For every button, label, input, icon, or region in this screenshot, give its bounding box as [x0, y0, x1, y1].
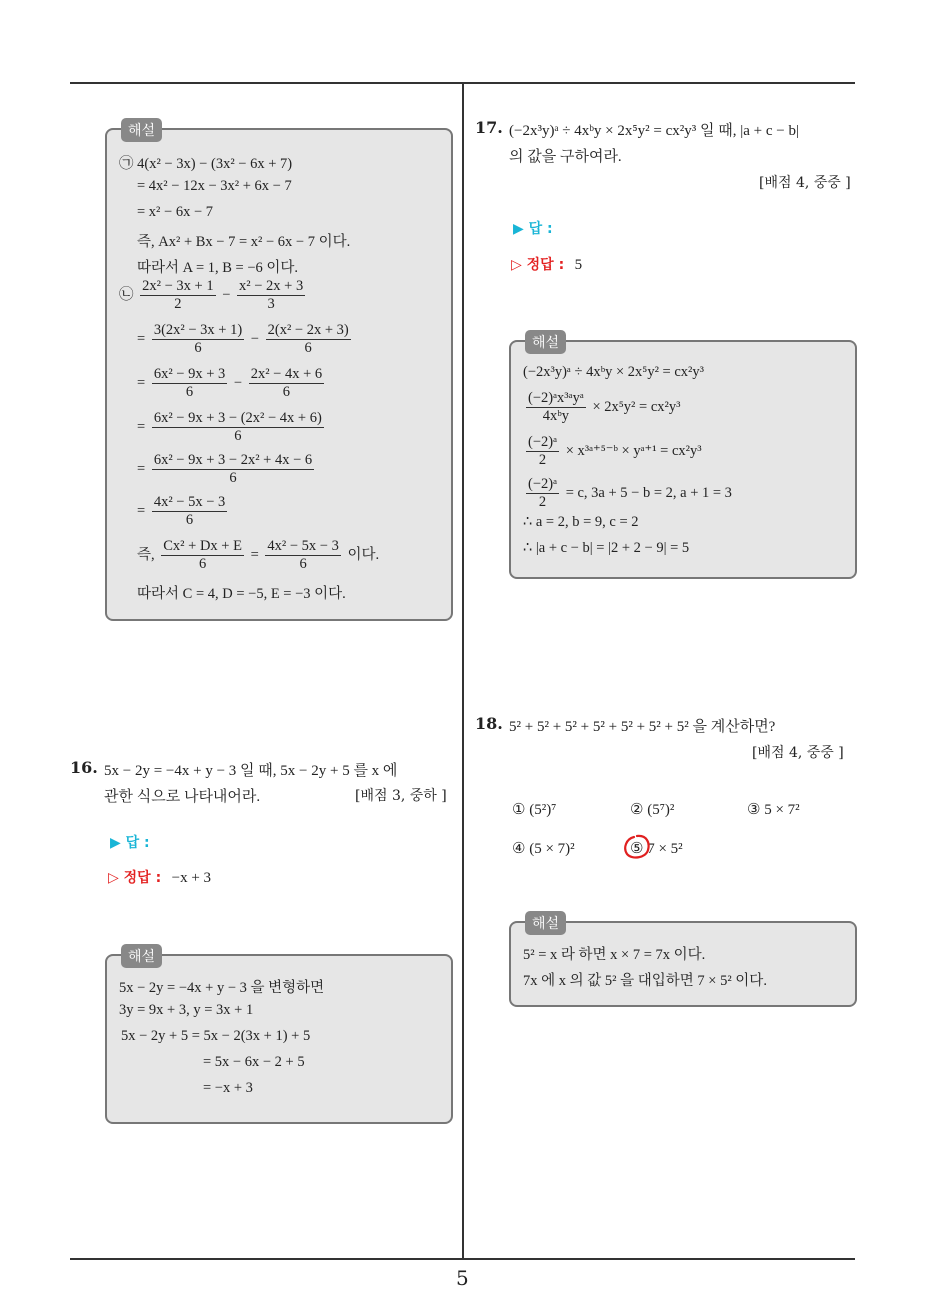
- sol-line: ∴ |a + c − b| = |2 + 2 − 9| = 5: [523, 540, 690, 556]
- sol-line: ㉠ 4(x² − 3x) − (3x² − 6x + 7): [119, 156, 293, 172]
- choice-1[interactable]: ① (5²)⁷: [512, 802, 557, 818]
- solution-tag: 해설: [121, 118, 162, 142]
- text: × 2x⁵y² = cx²y³: [592, 398, 681, 415]
- denominator: 6: [234, 428, 242, 444]
- sol-line: 따라서 C = 4, D = −5, E = −3 이다.: [137, 586, 346, 602]
- sol-frac-line: = $\frac{\text{3(2x² − 3x + 1)}}{6}$ − $\frac{\text{2(x² − 2x + 3)}}{6}$: [137, 322, 349, 356]
- solution-box-17: [509, 335, 857, 579]
- sol-line: 5x − 2y = −4x + y − 3 을 변형하면: [119, 980, 325, 996]
- page-number: 5: [456, 1266, 469, 1290]
- sol-line: 3y = 9x + 3, y = 3x + 1: [119, 1002, 254, 1018]
- sol-frac-line: [523, 476, 732, 511]
- sol-frac-line: = $\frac{\text{6x² − 9x + 3}}{6}$ − $\frac{\text{2x² − 4x + 6}}{6}$: [137, 366, 323, 400]
- numerator: 2x² − 4x + 6: [250, 366, 323, 382]
- choice-5[interactable]: ⑤ 7 × 5²: [630, 841, 683, 857]
- text: 즉,: [137, 546, 155, 563]
- denominator: 6: [282, 384, 291, 400]
- denominator: 6: [299, 556, 307, 572]
- sol-line: = x² − 6x − 7: [137, 204, 214, 220]
- choice-3[interactable]: ③ 5 × 7²: [747, 802, 800, 818]
- solution-tag: 해설: [525, 911, 566, 935]
- numerator: 4x² − 5x − 3: [153, 494, 226, 510]
- text: × x³ᵃ⁺⁵⁻ᵇ × yᵃ⁺¹ = cx²y³: [565, 442, 702, 459]
- question-number-16: 16.: [70, 758, 98, 777]
- choice-2[interactable]: ② (5⁷)²: [630, 802, 675, 818]
- numerator: x² − 2x + 3: [239, 278, 304, 294]
- correct-value: −x + 3: [171, 870, 212, 886]
- sol-line: = 4x² − 12x − 3x² + 6x − 7: [137, 178, 292, 194]
- denominator: 2: [538, 452, 547, 468]
- sol-line: = 5x − 6x − 2 + 5: [203, 1054, 305, 1070]
- sol-frac-line: = $\frac{\text{6x² − 9x + 3 − (2x² − 4x + 6)}}{6}$: [137, 410, 322, 444]
- question-number-18: 18.: [475, 714, 503, 733]
- sol-frac-line: ㉡ $\frac{\text{2x² − 3x + 1}}{2}$ − $\frac{\text{x² − 2x + 3}}{3}$: [119, 278, 304, 312]
- numerator: (−2)ᵃx³ᵃyᵃ: [528, 390, 584, 406]
- sol-line: = −x + 3: [203, 1080, 253, 1096]
- answer-label-16: ▶ 답 :: [110, 835, 150, 851]
- question-16-text-1: 5x − 2y = −4x + y − 3 일 때, 5x − 2y + 5 를 x 에: [104, 763, 398, 779]
- correct-answer-17: [511, 254, 582, 274]
- sol-frac-line: = $\frac{\text{6x² − 9x + 3 − 2x² + 4x − 6}}{6}$: [137, 452, 313, 486]
- question-16-text-2: 관한 식으로 나타내어라.: [104, 789, 261, 805]
- denominator: 4xᵇy: [542, 408, 570, 424]
- numerator: Cx² + Dx + E: [163, 538, 242, 554]
- sol-line: (−2x³y)ᵃ ÷ 4xᵇy × 2x⁵y² = cx²y³: [523, 364, 704, 380]
- sol-frac-line: [523, 434, 702, 469]
- question-17-text-1: (−2x³y)ᵃ ÷ 4xᵇy × 2x⁵y² = cx²y³ 일 때, |a + c − b|: [509, 123, 799, 139]
- solution-tag: 해설: [525, 330, 566, 354]
- question-17-score: [배점 4, 중중 ]: [759, 175, 851, 191]
- denominator: 6: [185, 384, 194, 400]
- answer-label-17: ▶ 답 :: [513, 221, 553, 237]
- numerator: 6x² − 9x + 3: [153, 366, 226, 382]
- correct-value: 5: [574, 257, 583, 273]
- column-divider: [462, 83, 464, 1259]
- numerator: 6x² − 9x + 3 − (2x² − 4x + 6): [153, 410, 322, 426]
- denominator: 6: [185, 512, 194, 528]
- sol-line: ∴ a = 2, b = 9, c = 2: [523, 514, 639, 530]
- numerator: 2(x² − 2x + 3): [267, 322, 349, 338]
- solution-box-16: [105, 949, 453, 1124]
- question-18-score: [배점 4, 중중 ]: [752, 745, 844, 761]
- solution-box-18: [509, 916, 857, 1007]
- numerator: 3(2x² − 3x + 1): [153, 322, 243, 338]
- marker: ㉡: [119, 286, 134, 303]
- sol-frac-line: [523, 390, 680, 425]
- choice-4[interactable]: ④ (5 × 7)²: [512, 841, 575, 857]
- sol-line: 7x 에 x 의 값 5² 을 대입하면 7 × 5² 이다.: [523, 973, 767, 989]
- numerator: (−2)ᵃ: [528, 434, 558, 450]
- question-18-text-1: 5² + 5² + 5² + 5² + 5² + 5² + 5² 을 계산하면?: [509, 719, 776, 735]
- sol-line: 5x − 2y + 5 = 5x − 2(3x + 1) + 5: [121, 1028, 311, 1044]
- sol-frac-line: = $\frac{\text{4x² − 5x − 3}}{6}$: [137, 494, 226, 528]
- question-16-score: [배점 3, 중하 ]: [355, 788, 447, 804]
- text: = c, 3a + 5 − b = 2, a + 1 = 3: [565, 484, 732, 501]
- sol-line: 5² = x 라 하면 x × 7 = 7x 이다.: [523, 947, 706, 963]
- solution-tag: 해설: [121, 944, 162, 968]
- answer-circle-mark: [622, 833, 652, 861]
- denominator: 6: [198, 556, 207, 572]
- sol-line: 즉, Ax² + Bx − 7 = x² − 6x − 7 이다.: [137, 234, 351, 250]
- numerator: 4x² − 5x − 3: [267, 538, 339, 554]
- text: 이다.: [347, 546, 380, 563]
- question-number-17: 17.: [475, 118, 503, 137]
- denominator: 6: [194, 340, 202, 356]
- numerator: 2x² − 3x + 1: [142, 278, 214, 294]
- correct-label: ▷ 정답 :: [108, 870, 162, 886]
- bottom-rule: [70, 1258, 855, 1260]
- denominator: 2: [174, 296, 182, 312]
- denominator: 6: [304, 340, 312, 356]
- solution-box-15: [105, 123, 453, 621]
- denominator: 6: [229, 470, 237, 486]
- denominator: 2: [538, 494, 547, 510]
- question-17-text-2: 의 값을 구하여라.: [509, 149, 622, 165]
- correct-label: ▷ 정답 :: [511, 257, 565, 273]
- denominator: 3: [267, 296, 275, 312]
- numerator: (−2)ᵃ: [528, 476, 558, 492]
- sol-line: 따라서 A = 1, B = −6 이다.: [137, 260, 299, 276]
- numerator: 6x² − 9x + 3 − 2x² + 4x − 6: [153, 452, 313, 468]
- correct-answer-16: [108, 867, 211, 887]
- sol-frac-line: 즉, $\frac{\text{Cx² + Dx + E}}{6}$ = $\frac{\text{4x² − 5x − 3}}{6}$ 이다.: [137, 538, 380, 572]
